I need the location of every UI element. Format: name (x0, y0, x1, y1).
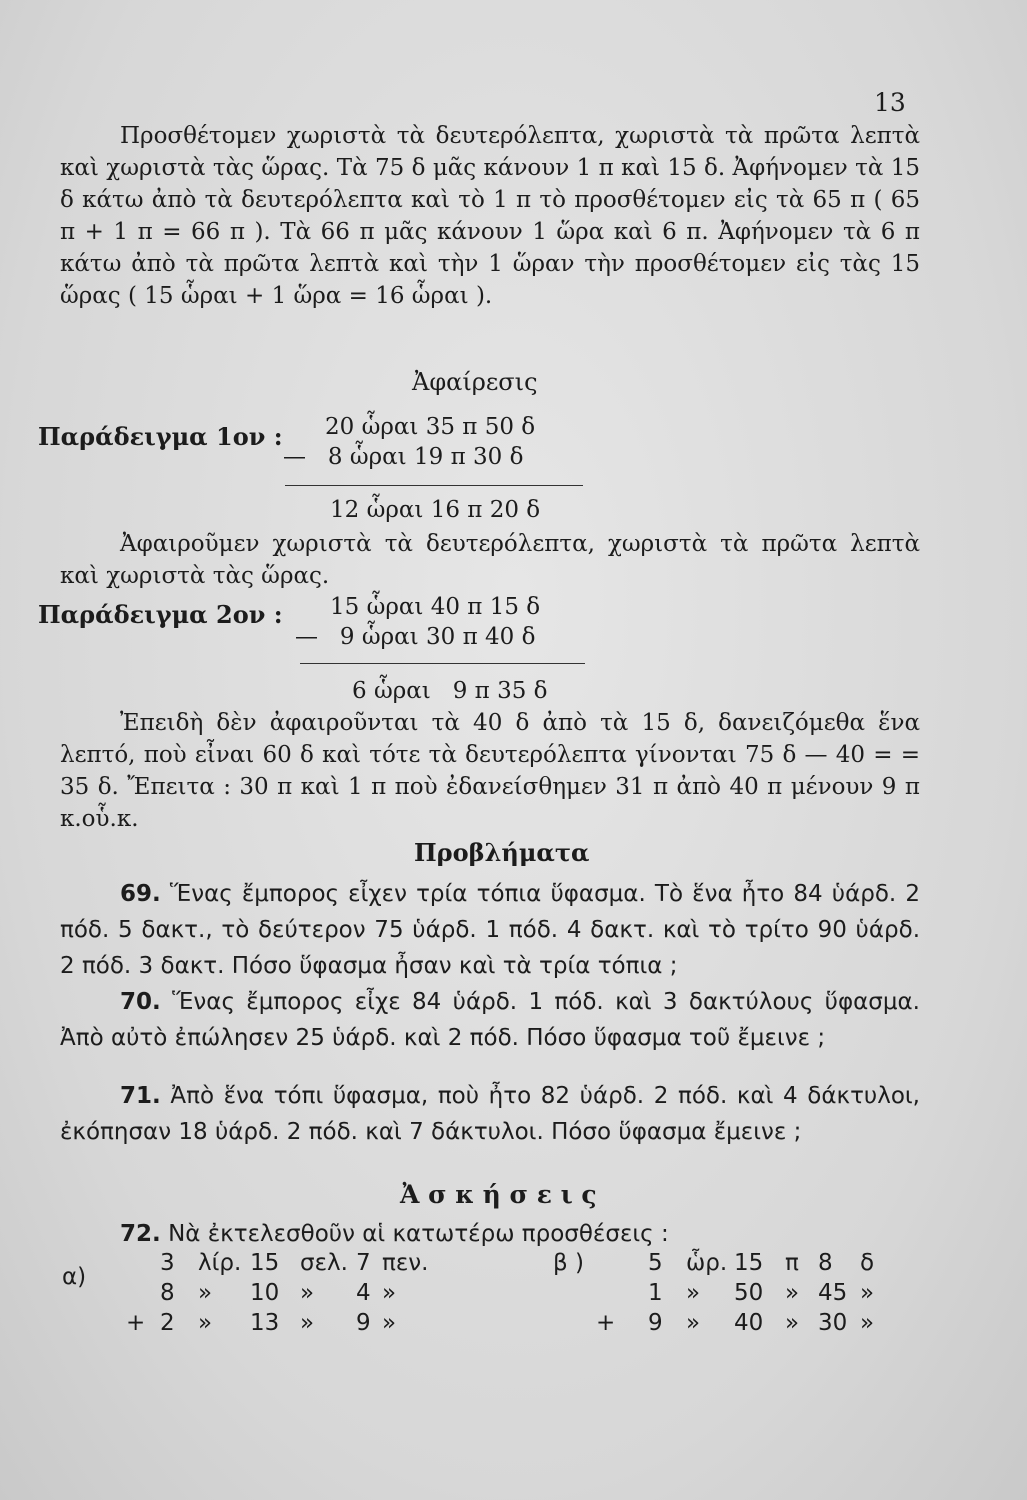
exercise-72-text: Νὰ ἐκτελεσθοῦν αἱ κατωτέρω προσθέσεις : (168, 1221, 669, 1247)
problem-71-text: Ἀπὸ ἕνα τόπι ὕφασμα, ποὺ ἦτο 82 ὑάρδ. 2 πόδ. καὶ 4 δάκτυλοι, ἐκόπησαν 18 ὑάρδ. 2 πόδ. καὶ 7 δάκτυλοι. Πόσο ὕφασμα ἔμεινε ; (60, 1083, 920, 1145)
problem-71-number: 71. (120, 1083, 161, 1109)
beta-cell-r2-c0: + (596, 1310, 616, 1336)
beta-cell-r1-c2: » (686, 1280, 701, 1306)
alpha-cell-r0-c2: λίρ. (198, 1250, 242, 1276)
explain1-paragraph: Ἀφαιροῦμεν χωριστὰ τὰ δευτερόλεπτα, χωριστὰ τὰ πρῶτα λεπτὰ καὶ χωριστὰ τὰς ὥρας. (60, 531, 920, 589)
beta-cell-r1-c3: 50 (734, 1280, 764, 1306)
beta-cell-r2-c1: 9 (648, 1310, 663, 1336)
beta-cell-r0-c2: ὧρ. (686, 1250, 728, 1276)
alpha-cell-r2-c6: » (382, 1310, 397, 1336)
beta-cell-r2-c5: 30 (818, 1310, 848, 1336)
subtraction-heading: Ἀφαίρεσις (412, 368, 538, 396)
explain2-paragraph: Ἐπειδὴ δὲν ἀφαιροῦνται τὰ 40 δ ἀπὸ τὰ 15 δ, δανειζόμεθα ἕνα λεπτό, ποὺ εἶναι 60 δ καὶ τότε τὰ δευτερόλεπτα γίνονται 75 δ — 40 = = 35 δ. Ἔπειτα : 30 π καὶ 1 π ποὺ ἐδανείσθημεν 31 π ἀπὸ 40 π μένουν 9 π κ.οὗ.κ. (60, 710, 920, 832)
alpha-cell-r1-c3: 10 (250, 1280, 280, 1306)
problem-69-number: 69. (120, 881, 161, 907)
alpha-cell-r2-c2: » (198, 1310, 213, 1336)
alpha-cell-r0-c3: 15 (250, 1250, 280, 1276)
beta-cell-r0-c3: 15 (734, 1250, 764, 1276)
alpha-cell-r0-c5: 7 (356, 1250, 371, 1276)
alpha-cell-r0-c1: 3 (160, 1250, 175, 1276)
alpha-cell-r2-c5: 9 (356, 1310, 371, 1336)
beta-cell-r2-c3: 40 (734, 1310, 764, 1336)
page-number: 13 (874, 88, 906, 117)
example2-line1: 15 ὧραι 40 π 15 δ (330, 594, 541, 620)
beta-cell-r2-c2: » (686, 1310, 701, 1336)
beta-cell-r2-c4: » (785, 1310, 800, 1336)
beta-cell-r2-c6: » (860, 1310, 875, 1336)
alpha-cell-r2-c0: + (126, 1310, 146, 1336)
alpha-cell-r1-c5: 4 (356, 1280, 371, 1306)
beta-cell-r0-c1: 5 (648, 1250, 663, 1276)
alpha-cell-r2-c1: 2 (160, 1310, 175, 1336)
alpha-cell-r1-c6: » (382, 1280, 397, 1306)
example1-rule (285, 485, 583, 486)
exercise-72-number: 72. (120, 1221, 161, 1247)
example1-result: 12 ὧραι 16 π 20 δ (330, 497, 541, 523)
intro-paragraph: Προσθέτομεν χωριστὰ τὰ δευτερόλεπτα, χωριστὰ τὰ πρῶτα λεπτὰ καὶ χωριστὰ τὰς ὥρας. Τὰ 75 δ μᾶς κάνουν 1 π καὶ 15 δ. Ἀφήνομεν τὰ 15 δ κάτω ἀπὸ τὰ δευτερόλεπτα καὶ τὸ 1 π τὸ προσθέτομεν εἰς τὰ 65 π ( 65 π + 1 π = 66 π ). Τὰ 66 π μᾶς κάνουν 1 ὥρα καὶ 6 π. Ἀφήνομεν τὰ 6 π κάτω ἀπὸ τὰ πρῶτα λεπτὰ καὶ τὴν 1 ὥραν τὴν προσθέτομεν εἰς τὰς 15 ὥρας ( 15 ὧραι + 1 ὥρα = 16 ὧραι ). (60, 123, 920, 309)
beta-cell-r1-c6: » (860, 1280, 875, 1306)
example1-label: Παράδειγμα 1ον : (38, 422, 283, 451)
problem-70-number: 70. (120, 989, 161, 1015)
problem-69 (60, 876, 920, 984)
beta-cell-r1-c1: 1 (648, 1280, 663, 1306)
problem-70-text: Ἕνας ἔμπορος εἶχε 84 ὑάρδ. 1 πόδ. καὶ 3 δακτύλους ὕφασμα. Ἀπὸ αὐτὸ ἐπώλησεν 25 ὑάρδ. καὶ 2 πόδ. Πόσο ὕφασμα τοῦ ἔμεινε ; (60, 989, 920, 1051)
beta-cell-r1-c4: » (785, 1280, 800, 1306)
example2-result: 6 ὧραι 9 π 35 δ (352, 678, 548, 704)
problems-heading: Προβλήματα (414, 838, 590, 867)
beta-cell-r0-c5: 8 (818, 1250, 833, 1276)
alpha-label: α) (62, 1264, 87, 1290)
example1-line2: — 8 ὧραι 19 π 30 δ (283, 444, 524, 470)
alpha-cell-r1-c2: » (198, 1280, 213, 1306)
beta-cell-r0-c6: δ (860, 1250, 875, 1276)
problem-69-text: Ἕνας ἔμπορος εἶχεν τρία τόπια ὕφασμα. Τὸ ἕνα ἦτο 84 ὑάρδ. 2 πόδ. 5 δακτ., τὸ δεύτερον 75 ὑάρδ. 1 πόδ. 4 δακτ. καὶ τὸ τρίτο 90 ὑάρδ. 2 πόδ. 3 δακτ. Πόσο ὕφασμα ἦσαν καὶ τὰ τρία τόπια ; (60, 881, 920, 979)
exercise-72 (60, 1216, 920, 1252)
beta-cell-r1-c5: 45 (818, 1280, 848, 1306)
example2-rule (300, 663, 585, 664)
exercises-heading: Ἀ σ κ ή σ ε ι ς (400, 1180, 597, 1209)
beta-label: β ) (553, 1250, 584, 1276)
example1-line1: 20 ὧραι 35 π 50 δ (325, 414, 536, 440)
example2-label: Παράδειγμα 2ον : (38, 600, 283, 629)
example2-line2: — 9 ὧραι 30 π 40 δ (295, 624, 536, 650)
alpha-cell-r2-c3: 13 (250, 1310, 280, 1336)
alpha-cell-r0-c4: σελ. (300, 1250, 348, 1276)
alpha-cell-r2-c4: » (300, 1310, 315, 1336)
alpha-cell-r1-c1: 8 (160, 1280, 175, 1306)
problem-71 (60, 1078, 920, 1150)
beta-cell-r0-c4: π (785, 1250, 799, 1276)
alpha-cell-r1-c4: » (300, 1280, 315, 1306)
alpha-cell-r0-c6: πεν. (382, 1250, 429, 1276)
problem-70 (60, 984, 920, 1056)
